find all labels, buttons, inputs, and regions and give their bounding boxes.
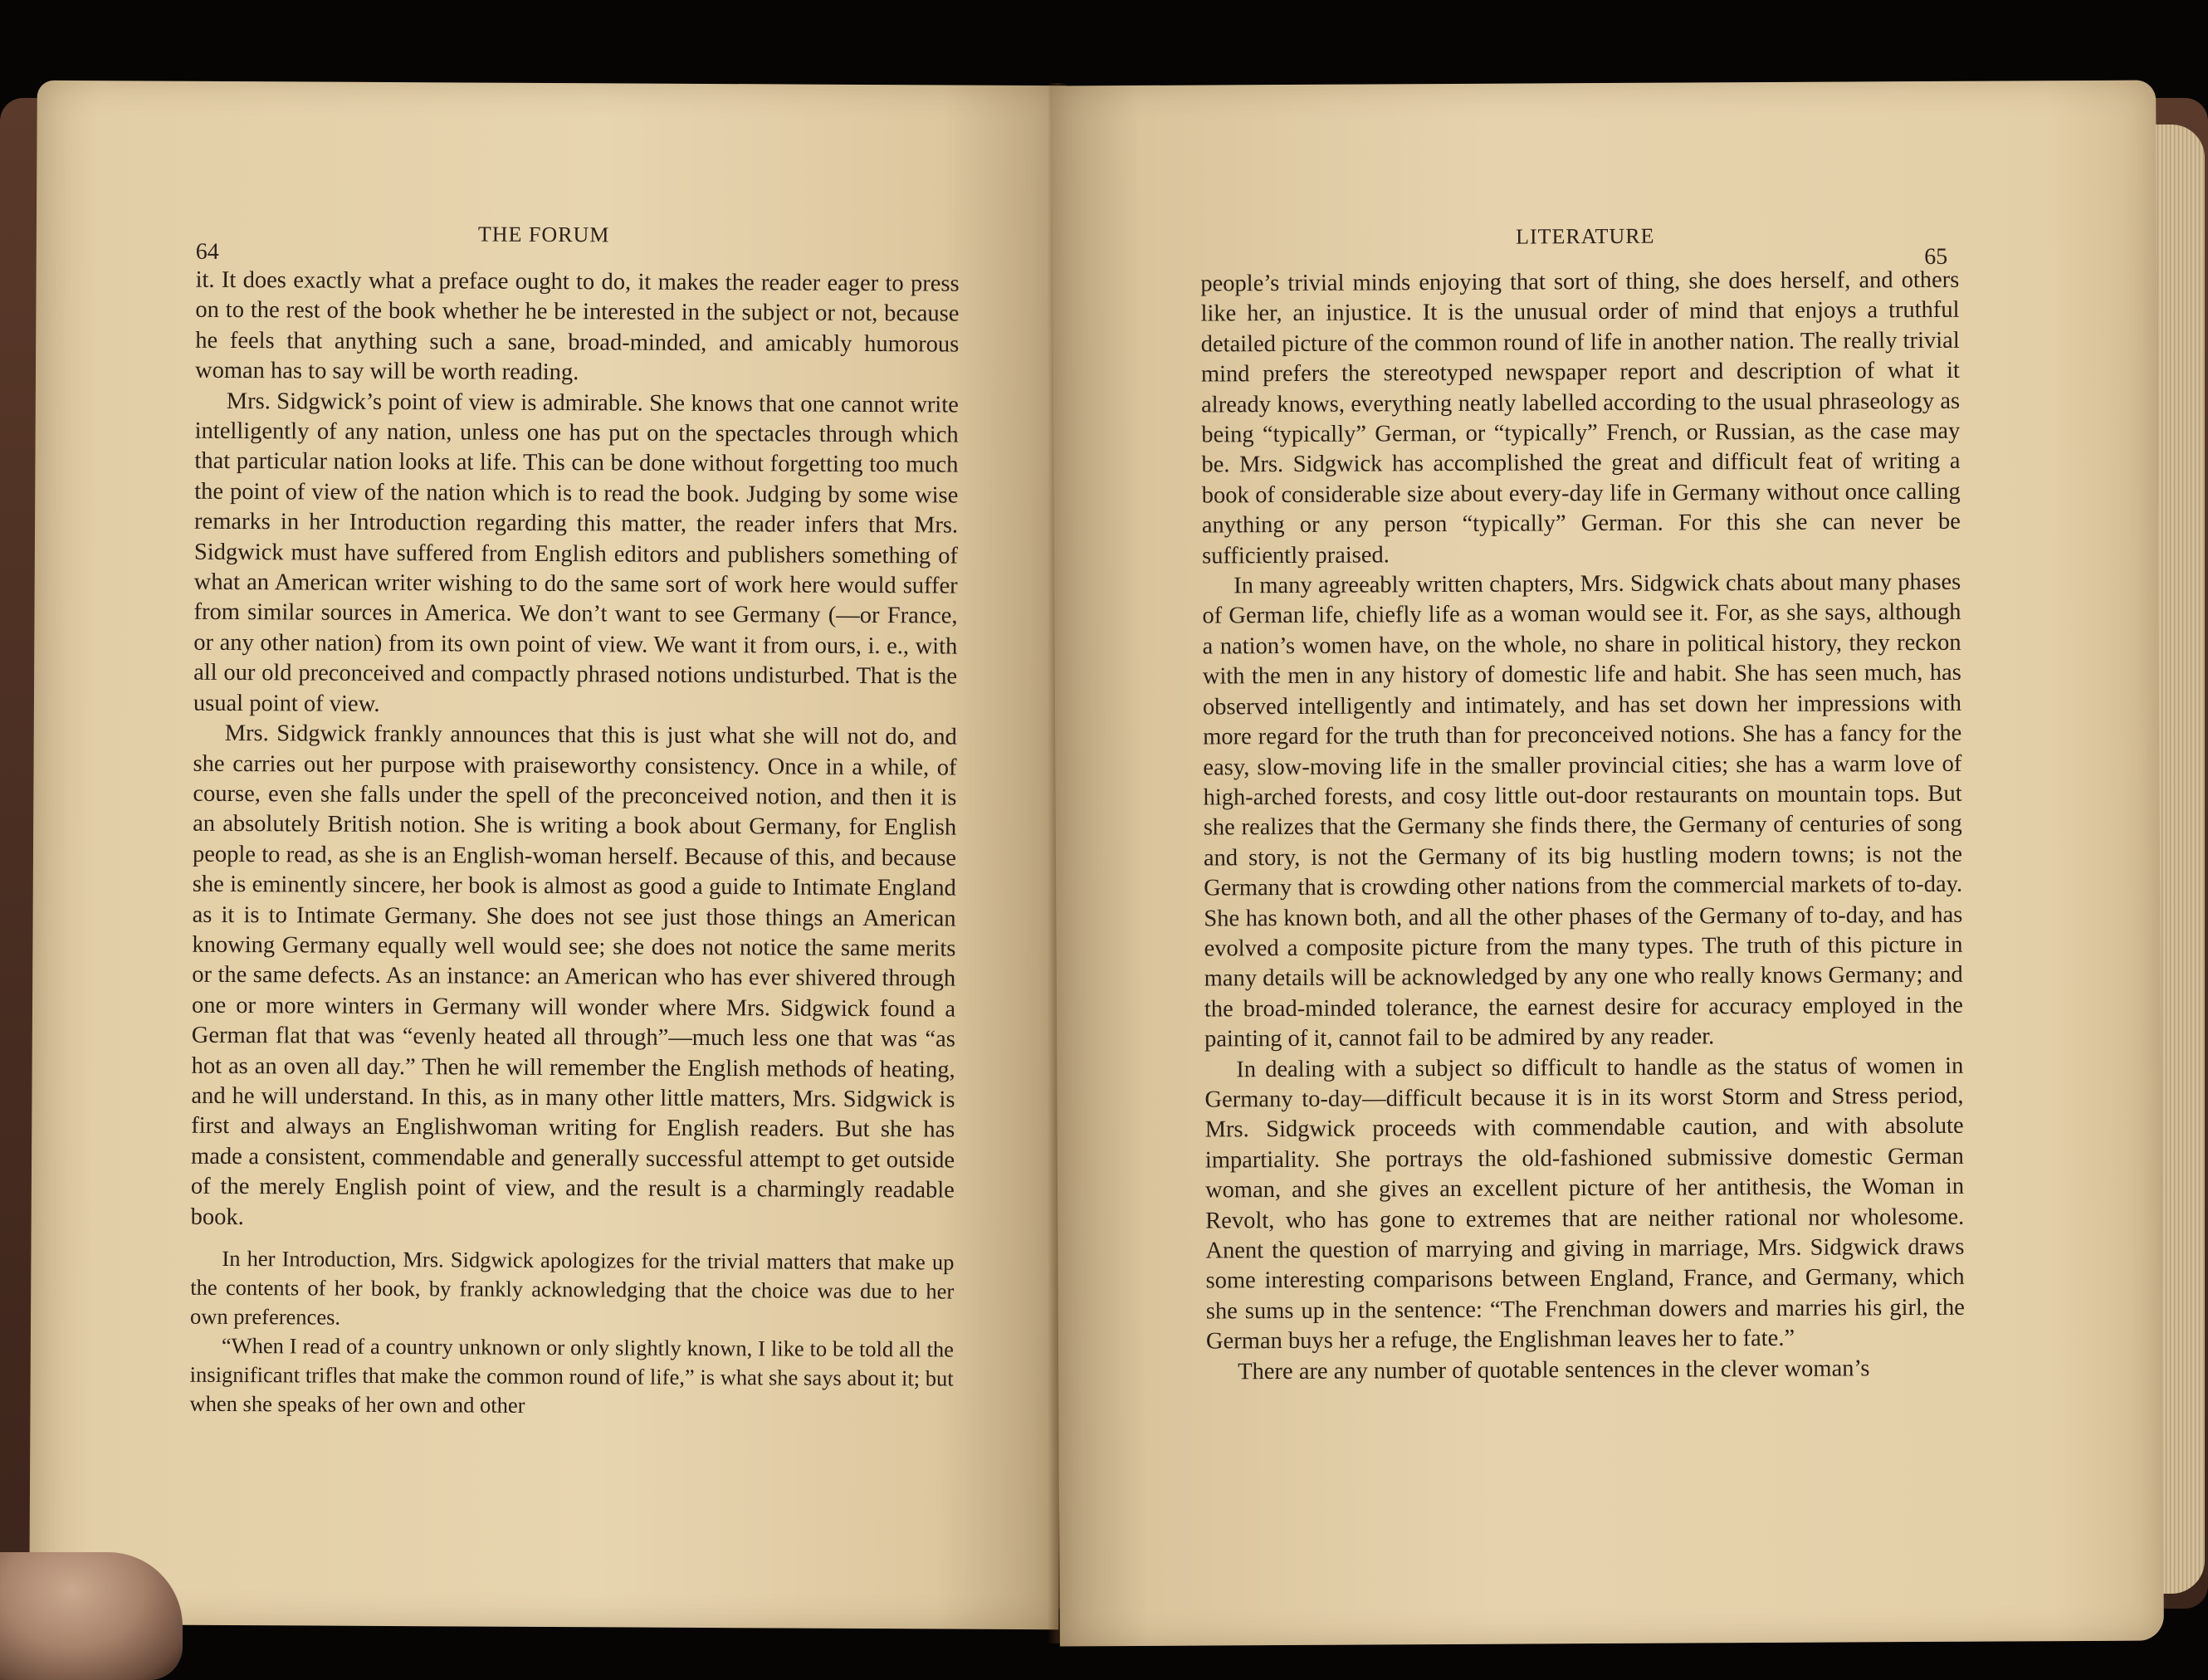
page-number: 64 [195,238,219,265]
paragraph: In dealing with a subject so difficult to handle as the status of women in Germany to-day—difficult because it is in its worst Storm and Stress period, Mrs. Sidgwick proceeds with commendable caution, and with absolute impartiality. She portrays the old-fashioned submissive domestic German woman, and she gives an excellent picture of her antithesis, the Woman in Revolt, who has gone to extremes that are neither rational nor wholesome. Anent the question of marrying and giving in marriage, Mrs. Sidgwick draws some interesting comparisons between England, France, and Germany, which she sums up in the sentence: “The Frenchman dowers and marries his girl, the German buys her a refuge, the Englishman leaves her to fate.” [1204,1052,1965,1355]
paragraph: it. It does exactly what a preface ought to do, it makes the reader eager to press on to the rest of the book whether he be interested in the subject or not, because he feels that anything such a sane, broad-minded, and amicably humorous woman has to say will be worth reading. [194,266,960,386]
thumb [0,1552,183,1680]
paragraph: Mrs. Sidgwick’s point of view is admirable. She knows that one cannot write intelligently of any nation, unless one has put on the spectacles through which that particular nation looks at life. This can be done without forgetting too much the point of view of the nation which is to read the book. Judging by some wise remarks in her Introduction regarding this matter, the reader infers that Mrs. Sidgwick must have suffered from English editors and publishers something of what an American writer wishing to do the same sort of work here would suffer from similar sources in America. We don’t want to see Germany (—or France, or any other nation) from its own point of view. We want it from ours, i. e., with all our old preconceived and compactly phrased notions undisturbed. That is the usual point of view. [193,388,959,717]
paragraph: In her Introduction, Mrs. Sidgwick apologizes for the trivial matters that make up the contents of her book, by frankly acknowledging that the choice was due to her own preferences. [190,1245,955,1330]
page-number: 65 [1924,243,1948,270]
running-head: THE FORUM [477,222,610,247]
paragraph: In many agreeably written chapters, Mrs. Sidgwick chats about many phases of German life, chiefly life as a woman would see it. For, as she says, although a nation’s women have, on the whole, no share in political history, they reckon with the men in any history of domestic life and habit. She has seen much, has observed intelligently and intimately, and has set down her impressions with more regard for the truth than for preconceived notions. She has a fancy for the easy, slow-moving life in the smaller provincial cities; she has a warm love of high-arched forests, and cosy little out-door restaurants on mountain tops. But she realizes that the Germany she finds there, the Germany of centuries of song and story, is not the Germany of its big hustling modern towns; is not the Germany that is crowding other nations from the commercial markets of to-day. She has known both, and all the other phases of the Germany of to-day, and has evolved a composite picture from the many types. The truth of this picture in many details will be acknowledged by any one who really knows Germany; and the broad-minded tolerance, the earnest desire for accuracy employed in the painting of it, cannot fail to be admired by any reader. [1202,569,1963,1052]
paragraph: Mrs. Sidgwick frankly announces that this is just what she will not do, and she carries out her purpose with praiseworthy consistency. Once in a while, of course, even she falls under the spell of the preconceived notion, and then it is an absolutely British notion. She is writing a book about Germany, for English people to read, as she is an English-woman herself. Because of this, and because she is eminently sincere, her book is almost as good a guide to Intimate England as it is to Intimate Germany. She does not see just those things an American knowing Germany equally well would see; she does not notice the same merits or the same defects. As an instance: an American who has ever shivered through one or more winters in Germany will wonder where Mrs. Sidgwick found a German flat that was “evenly heated all through”—much less one that was “as hot as an oven all day.” Then he will remember the English methods of heating, and he will understand. In this, as in many other little matters, Mrs. Sidgwick is first and always an Englishwoman writing for English readers. But she has made a consistent, commendable and generally successful attempt to get outside of the merely English point of view, and the result is a charmingly readable book. [190,720,957,1230]
right-page-text [1200,266,1965,1388]
left-page-text [189,266,959,1423]
paragraph: There are any number of quotable sentences in the clever woman’s [1238,1355,1870,1385]
left-page [29,81,1067,1629]
paragraph: people’s trivial minds enjoying that sort of thing, she does herself, and others like her, an injustice. It is the unusual order of mind that enjoys a truthful detailed picture of the common round of life in another nation. The really trivial mind prefers the stereotyped newspaper report and description of what it already knows, everything neatly labelled according to the usual phraseology as being “typically” German, or “typically” French, or Russian, as the case may be. Mrs. Sidgwick has accomplished the great and difficult feat of writing a book of considerable size about every-day life in Germany without once calling anything or any person “typically” German. For this she can never be sufficiently praised. [1200,266,1961,569]
paragraph: “When I read of a country unknown or only slightly known, I like to be told all the insignificant trifles that make the common round of life,” is what she says about it; but when she speaks of her own and other [189,1332,954,1418]
right-page [1052,81,2164,1647]
running-head: LITERATURE [1515,223,1655,249]
